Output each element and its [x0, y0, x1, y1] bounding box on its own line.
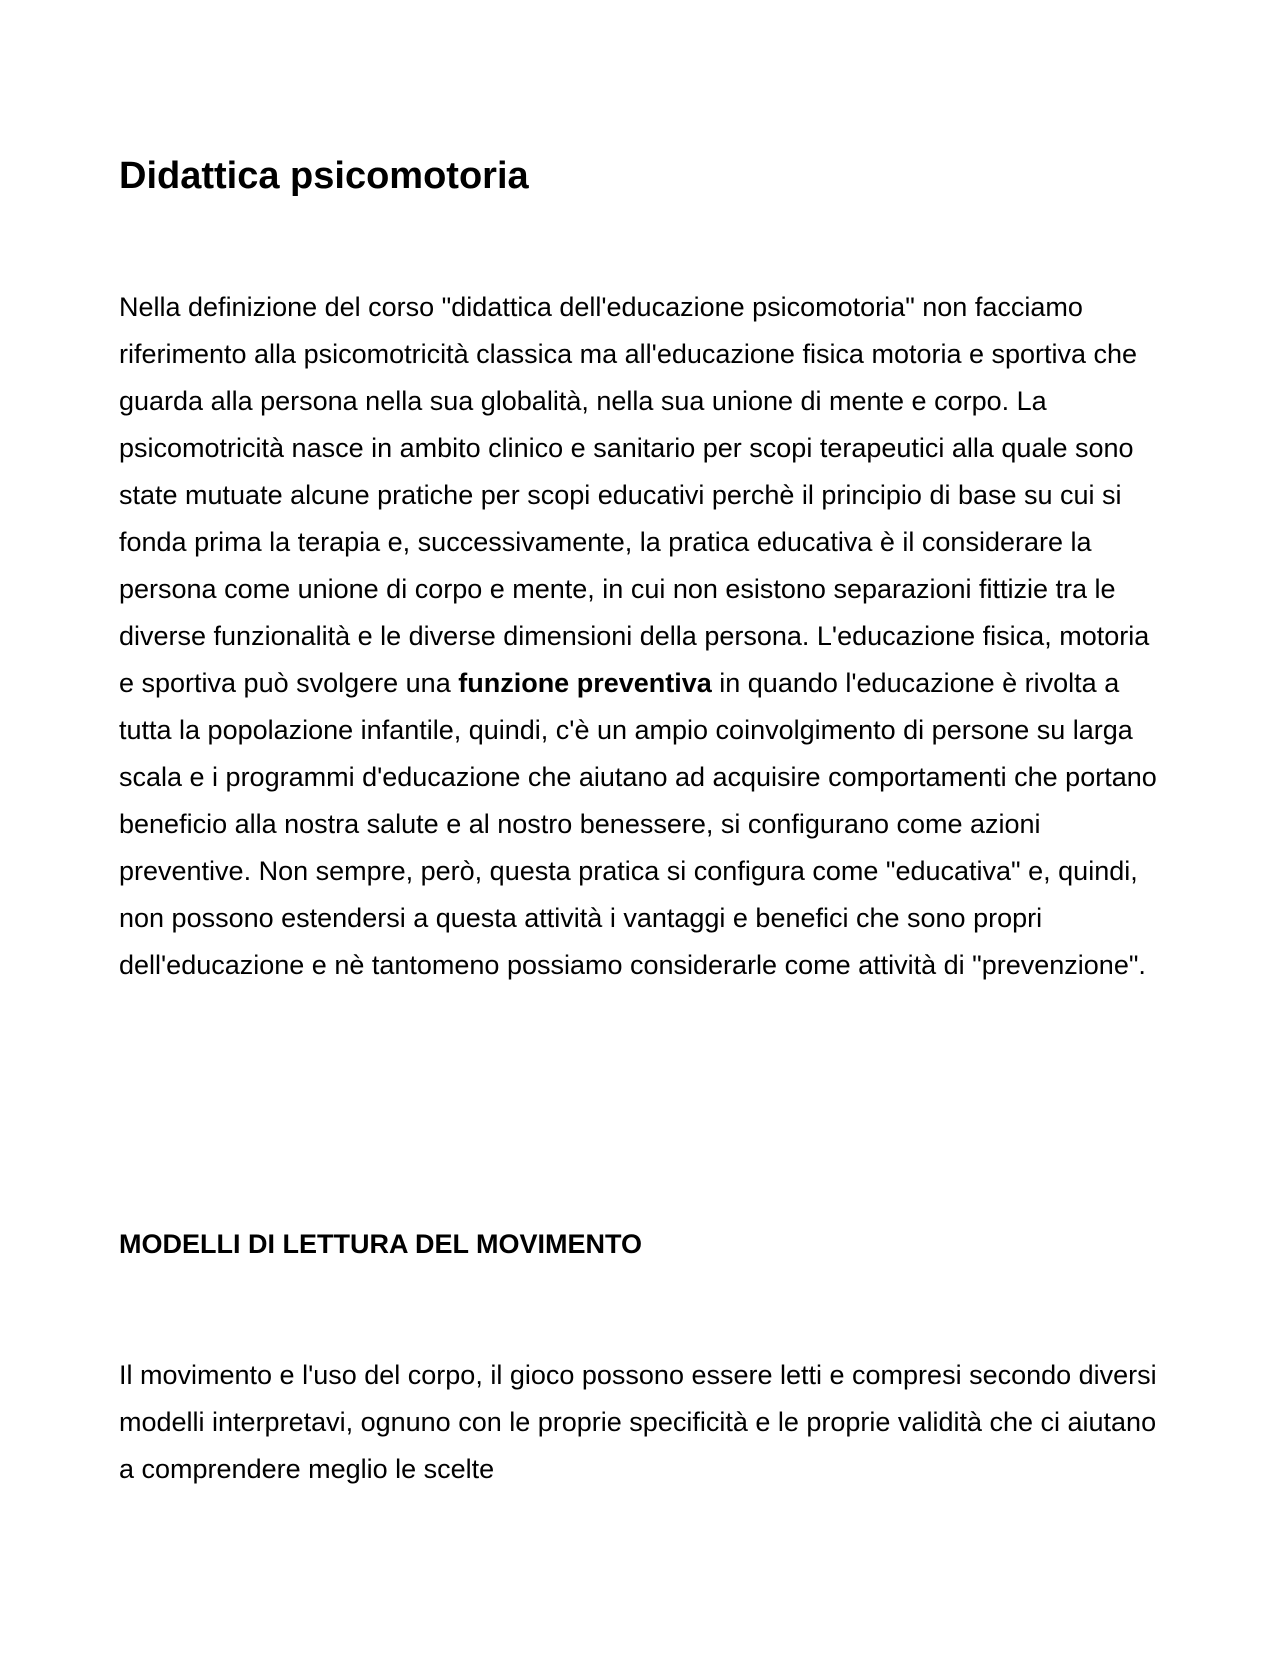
- second-paragraph: Il movimento e l'uso del corpo, il gioco possono essere letti e compresi secondo diversi modelli interpretavi, ognuno con le proprie specificità e le proprie validità che ci aiutano a comprendere meglio le scelte: [119, 1360, 1157, 1484]
- section-heading: MODELLI DI LETTURA DEL MOVIMENTO: [119, 1229, 642, 1259]
- bold-phrase: funzione preventiva: [458, 668, 712, 698]
- document-title: Didattica psicomotoria: [119, 155, 529, 197]
- intro-text-start: Nella definizione del corso "didattica dell'educazione psicomotoria" non facciamo riferimento alla psicomotricità classica ma all'educazione fisica motoria e sportiva che guarda alla persona nella sua globalità, nella sua unione di mente e corpo. La psicomotricità nasce in ambito clinico e sanitario per scopi terapeutici alla quale sono state mutuate alcune pratiche per scopi educativi perchè il principio di base su cui si fonda prima la terapia e, successivamente, la pratica educativa è il considerare la persona come unione di corpo e mente, in cui non esistono separazioni fittizie tra le diverse funzionalità e le diverse dimensioni della persona. L'educazione fisica, motoria e sportiva può svolgere una: [119, 292, 1150, 698]
- intro-paragraph: [119, 284, 1169, 989]
- intro-text-end: in quando l'educazione è rivolta a tutta la popolazione infantile, quindi, c'è un ampio coinvolgimento di persone su larga scala e i programmi d'educazione che aiutano ad acquisire comportamenti che portano beneficio alla nostra salute e al nostro benessere, si configurano come azioni preventive. Non sempre, però, questa pratica si configura come "educativa" e, quindi, non possono estendersi a questa attività i vantaggi e benefici che sono propri dell'educazione e nè tantomeno possiamo considerarle come attività di "prevenzione".: [119, 668, 1157, 980]
